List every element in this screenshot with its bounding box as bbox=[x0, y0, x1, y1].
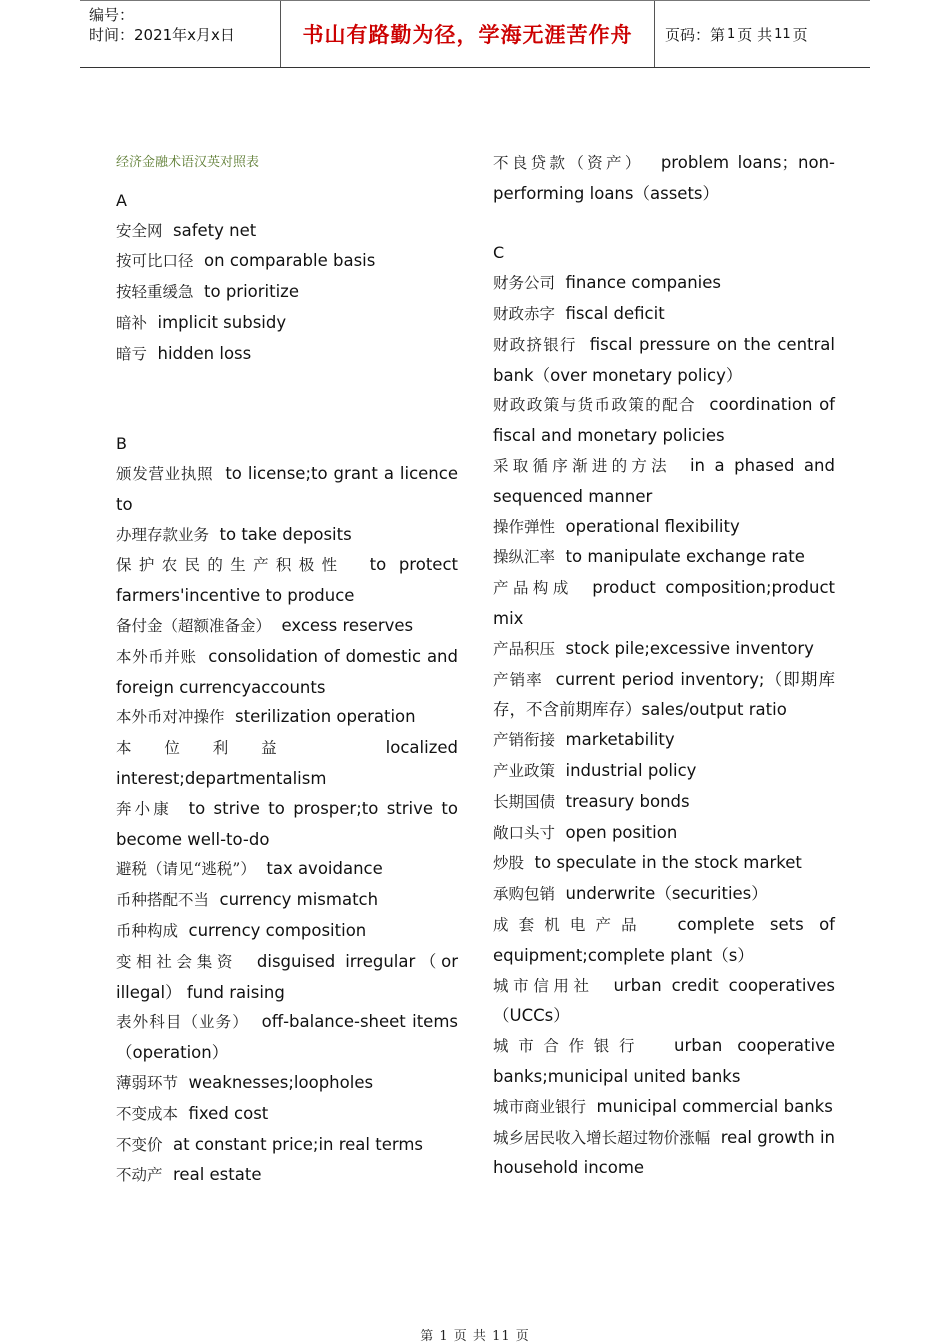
glossary-entry bbox=[493, 512, 835, 543]
term-english: implicit subsidy bbox=[157, 312, 287, 332]
glossary-entry bbox=[116, 794, 458, 855]
term-chinese: 避税（请见“逃税”） bbox=[116, 860, 256, 879]
spacer bbox=[493, 209, 835, 239]
term-english: open position bbox=[565, 822, 678, 842]
header-meta bbox=[80, 1, 281, 67]
term-english: marketability bbox=[565, 730, 675, 750]
term-chinese: 产品构成 bbox=[493, 579, 573, 598]
section-heading-c: C bbox=[493, 243, 505, 263]
term-chinese: 产销率 bbox=[493, 670, 543, 689]
term-chinese: 产业政策 bbox=[493, 761, 556, 780]
term-chinese: 暗补 bbox=[116, 313, 148, 332]
entry-list-a bbox=[116, 216, 458, 370]
term-english: sterilization operation bbox=[235, 707, 416, 727]
term-chinese: 敞口头寸 bbox=[493, 823, 556, 842]
page-prefix: 页码：第 bbox=[665, 25, 726, 44]
term-english: treasury bonds bbox=[565, 791, 690, 811]
term-english: safety net bbox=[173, 220, 257, 240]
term-english: hidden loss bbox=[157, 343, 252, 363]
glossary-entry bbox=[493, 390, 835, 451]
glossary-entry bbox=[493, 971, 835, 1032]
page-footer bbox=[0, 1325, 950, 1344]
term-chinese: 按轻重缓急 bbox=[116, 283, 194, 302]
glossary-entry bbox=[116, 277, 458, 308]
term-chinese: 安全网 bbox=[116, 221, 163, 240]
header-motto: 书山有路勤为径，学海无涯苦作舟 bbox=[281, 1, 655, 67]
glossary-entry bbox=[493, 1123, 835, 1184]
term-english: fixed cost bbox=[188, 1103, 269, 1123]
glossary-entry bbox=[116, 459, 458, 520]
term-english: complete sets of equipment;complete plant（s） bbox=[493, 914, 835, 965]
term-chinese: 奔小康 bbox=[116, 799, 172, 818]
glossary-entry bbox=[493, 1092, 835, 1123]
glossary-entry bbox=[493, 330, 835, 391]
term-english: urban credit cooperatives（UCCs） bbox=[493, 975, 835, 1026]
term-english: to speculate in the stock market bbox=[534, 853, 802, 873]
term-chinese: 币种搭配不当 bbox=[116, 891, 210, 910]
glossary-entry bbox=[116, 947, 458, 1008]
glossary-entry bbox=[116, 702, 458, 733]
page-suffix: 页 bbox=[792, 25, 808, 44]
term-english: real growth in household income bbox=[493, 1127, 835, 1178]
term-chinese: 不变价 bbox=[116, 1135, 163, 1154]
section-heading-b: B bbox=[116, 434, 127, 454]
page-number: 1 bbox=[727, 26, 736, 42]
glossary-entry bbox=[493, 665, 835, 726]
term-english: underwrite（securities） bbox=[565, 884, 768, 904]
term-chinese: 城乡居民收入增长超过物价涨幅 bbox=[493, 1128, 711, 1147]
footer-suffix: 页 bbox=[515, 1329, 530, 1344]
term-chinese: 成套机电产品 bbox=[493, 915, 647, 934]
term-english: currency composition bbox=[188, 920, 367, 940]
glossary-entry bbox=[116, 216, 458, 247]
section-heading-a: A bbox=[116, 190, 127, 210]
term-english: municipal commercial banks bbox=[596, 1096, 833, 1116]
glossary-entry bbox=[493, 1031, 835, 1092]
term-english: currency mismatch bbox=[219, 890, 379, 910]
glossary-entry bbox=[116, 520, 458, 551]
glossary-entry bbox=[493, 879, 835, 910]
term-english: coordination of fiscal and monetary policies bbox=[493, 395, 835, 446]
term-english: fiscal pressure on the central bank（over monetary policy） bbox=[493, 334, 835, 385]
glossary-entry bbox=[116, 1160, 458, 1191]
glossary-entry bbox=[493, 148, 835, 209]
term-chinese: 变相社会集资 bbox=[116, 952, 238, 971]
glossary-entry bbox=[116, 550, 458, 611]
term-english: to license;to grant a licence to bbox=[116, 463, 458, 514]
term-english: operational flexibility bbox=[565, 516, 740, 536]
header-page-info bbox=[655, 1, 870, 67]
glossary-entry bbox=[493, 299, 835, 330]
glossary-entry bbox=[493, 573, 835, 634]
glossary-entry bbox=[493, 910, 835, 971]
term-english: finance companies bbox=[565, 273, 722, 293]
term-english: stock pile;excessive inventory bbox=[565, 638, 814, 658]
term-english: industrial policy bbox=[565, 760, 697, 780]
term-chinese: 本外币并账 bbox=[116, 647, 197, 666]
glossary-entry bbox=[116, 308, 458, 339]
spacer bbox=[116, 399, 458, 429]
term-chinese: 产品积压 bbox=[493, 639, 556, 658]
glossary-entry bbox=[493, 848, 835, 879]
entry-list-b-continued bbox=[493, 148, 835, 209]
footer-mid: 页 共 bbox=[453, 1329, 487, 1344]
glossary-entry bbox=[116, 611, 458, 642]
page-total: 11 bbox=[774, 26, 791, 42]
term-chinese: 颁发营业执照 bbox=[116, 464, 214, 483]
glossary-entry bbox=[116, 854, 458, 885]
entry-list-c bbox=[493, 268, 835, 1183]
left-column bbox=[116, 148, 458, 1191]
glossary-entry bbox=[493, 451, 835, 512]
glossary-entry bbox=[493, 725, 835, 756]
glossary-entry bbox=[116, 642, 458, 703]
term-chinese: 产销衔接 bbox=[493, 731, 556, 750]
term-chinese: 城市商业银行 bbox=[493, 1097, 587, 1116]
term-english: problem loans；non-performing loans（assets） bbox=[493, 153, 835, 203]
page-mid: 页 共 bbox=[737, 25, 773, 44]
footer-page-number: 1 bbox=[439, 1329, 449, 1344]
term-english: to strive to prosper;to strive to become well-to-do bbox=[116, 798, 458, 849]
term-english: on comparable basis bbox=[204, 251, 376, 271]
entry-list-b bbox=[116, 459, 458, 1191]
glossary-entry bbox=[116, 1007, 458, 1068]
term-chinese: 不良贷款（资产） bbox=[493, 154, 644, 172]
glossary-entry bbox=[116, 246, 458, 277]
time-label: 时间：2021年x月x日 bbox=[89, 26, 235, 44]
term-english: fiscal deficit bbox=[565, 303, 665, 323]
term-english: excess reserves bbox=[281, 615, 414, 635]
term-chinese: 本位利益 bbox=[116, 739, 310, 758]
term-chinese: 暗亏 bbox=[116, 344, 148, 363]
glossary-entry bbox=[116, 885, 458, 916]
glossary-entry bbox=[116, 1099, 458, 1130]
glossary-entry bbox=[493, 634, 835, 665]
spacer bbox=[116, 370, 458, 400]
glossary-entry bbox=[116, 1068, 458, 1099]
term-chinese: 城市合作银行 bbox=[493, 1037, 645, 1056]
glossary-entry bbox=[493, 787, 835, 818]
term-english: real estate bbox=[173, 1165, 262, 1185]
term-english: current period inventory;（即期库存，不含前期库存）sales/output ratio bbox=[493, 669, 835, 720]
term-chinese: 办理存款业务 bbox=[116, 525, 210, 544]
term-chinese: 财务公司 bbox=[493, 274, 556, 293]
footer-prefix: 第 bbox=[420, 1329, 435, 1344]
code-label: 编号： bbox=[89, 6, 135, 24]
term-english: localized interest;departmentalism bbox=[116, 738, 458, 788]
term-english: urban cooperative banks;municipal united banks bbox=[493, 1036, 835, 1086]
page-header bbox=[80, 0, 870, 68]
footer-page-total: 11 bbox=[492, 1329, 511, 1344]
term-chinese: 不动产 bbox=[116, 1166, 163, 1185]
glossary-entry bbox=[493, 268, 835, 299]
term-chinese: 保护农民的生产积极性 bbox=[116, 556, 345, 575]
term-chinese: 表外科目（业务） bbox=[116, 1013, 249, 1032]
right-column bbox=[493, 148, 835, 1183]
term-chinese: 备付金（超额准备金） bbox=[116, 616, 272, 635]
term-english: at constant price;in real terms bbox=[173, 1134, 424, 1154]
term-chinese: 财政赤字 bbox=[493, 304, 556, 323]
term-chinese: 承购包销 bbox=[493, 885, 556, 904]
glossary-entry bbox=[116, 1130, 458, 1161]
glossary-entry bbox=[116, 339, 458, 370]
term-english: consolidation of domestic and foreign currencyaccounts bbox=[116, 646, 458, 697]
term-chinese: 操纵汇率 bbox=[493, 548, 556, 567]
term-chinese: 不变成本 bbox=[116, 1104, 179, 1123]
term-english: disguised irregular（or illegal） fund raising bbox=[116, 951, 458, 1002]
glossary-entry bbox=[493, 756, 835, 787]
term-chinese: 本外币对冲操作 bbox=[116, 708, 225, 727]
term-chinese: 炒股 bbox=[493, 854, 525, 873]
document-title: 经济金融术语汉英对照表 bbox=[116, 155, 260, 170]
term-chinese: 按可比口径 bbox=[116, 252, 194, 271]
glossary-entry bbox=[493, 542, 835, 573]
term-english: to protect farmers'incentive to produce bbox=[116, 555, 458, 606]
term-english: off-balance-sheet items（operation） bbox=[116, 1012, 458, 1063]
term-english: in a phased and sequenced manner bbox=[493, 455, 835, 506]
term-chinese: 薄弱环节 bbox=[116, 1073, 179, 1092]
term-chinese: 币种构成 bbox=[116, 921, 179, 940]
term-chinese: 采取循序渐进的方法 bbox=[493, 456, 671, 475]
glossary-entry bbox=[116, 916, 458, 947]
term-english: product composition;product mix bbox=[493, 578, 835, 628]
term-english: weaknesses;loopholes bbox=[188, 1072, 374, 1092]
glossary-entry bbox=[116, 733, 458, 794]
term-chinese: 财政政策与货币政策的配合 bbox=[493, 396, 697, 415]
term-english: to take deposits bbox=[219, 524, 352, 544]
term-chinese: 城市信用社 bbox=[493, 976, 594, 995]
term-chinese: 操作弹性 bbox=[493, 517, 556, 536]
term-chinese: 财政挤银行 bbox=[493, 335, 577, 354]
term-english: to manipulate exchange rate bbox=[565, 547, 805, 567]
term-english: to prioritize bbox=[204, 282, 299, 302]
term-english: tax avoidance bbox=[266, 859, 383, 879]
glossary-entry bbox=[493, 818, 835, 849]
term-chinese: 长期国债 bbox=[493, 792, 556, 811]
